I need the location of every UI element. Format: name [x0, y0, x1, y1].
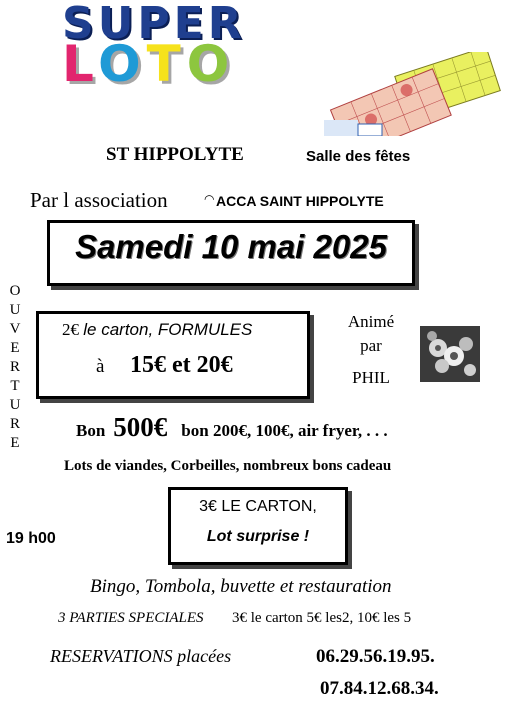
surprise-lot: Lot surprise !: [206, 528, 310, 545]
loto-letter-1: L: [62, 35, 99, 93]
opening-letter: E: [10, 340, 20, 356]
loto-letter-2: O: [98, 35, 147, 93]
title-super: SUPER: [62, 0, 246, 49]
opening-letter: E: [10, 435, 20, 451]
organizer-name: ACCA SAINT HIPPOLYTE: [216, 193, 384, 209]
pricing-a: à: [96, 356, 105, 377]
town-name: ST HIPPOLYTE: [106, 144, 244, 165]
prize-main: 500€: [113, 412, 168, 442]
host-line-2: par: [360, 336, 382, 355]
opening-letter: R: [9, 416, 20, 432]
opening-letter: O: [9, 283, 21, 299]
small-mark: ◠: [204, 192, 215, 206]
carton-price: 2€: [62, 320, 79, 339]
carton-label: le carton, FORMULES: [83, 320, 253, 339]
opening-letter: T: [10, 378, 20, 394]
pricing-formulas: 15€ et 20€: [130, 352, 233, 378]
loto-letter-4: O: [186, 35, 236, 93]
title-loto: [62, 35, 236, 93]
organizer-prefix: Par l association: [30, 188, 168, 212]
opening-letter: U: [9, 302, 21, 318]
host-line-1: Animé: [347, 312, 395, 331]
prizes-line: [76, 412, 388, 443]
event-date: Samedi 10 mai 2025: [75, 228, 387, 265]
opening-letter: V: [9, 321, 21, 337]
opening-vertical: [9, 282, 21, 453]
prize-rest: bon 200€, 100€, air fryer, . . .: [181, 421, 388, 440]
host-name: PHIL: [352, 368, 390, 387]
loto-letter-3: T: [146, 35, 187, 93]
opening-letter: R: [9, 359, 20, 375]
opening-letter: U: [9, 397, 21, 413]
opening-time: 19 h00: [6, 530, 56, 547]
activities-line: Bingo, Tombola, buvette et restauration: [90, 576, 392, 597]
bingo-cards-icon: [324, 52, 502, 136]
lots-line: Lots de viandes, Corbeilles, nombreux bons cadeau: [64, 458, 392, 474]
surprise-price: 3€ LE CARTON,: [199, 498, 317, 515]
prize-bon: Bon: [76, 421, 106, 440]
bingo-balls-icon: [420, 326, 480, 382]
reservations-label: RESERVATIONS placées: [50, 646, 232, 666]
hall-name: Salle des fêtes: [306, 148, 411, 165]
phone-2: 07.84.12.68.34.: [320, 678, 439, 699]
special-label: 3 PARTIES SPECIALES: [58, 610, 204, 626]
special-detail: 3€ le carton 5€ les2, 10€ les 5: [232, 610, 412, 626]
pricing-line-1: [62, 320, 252, 340]
phone-1: 06.29.56.19.95.: [316, 646, 435, 667]
